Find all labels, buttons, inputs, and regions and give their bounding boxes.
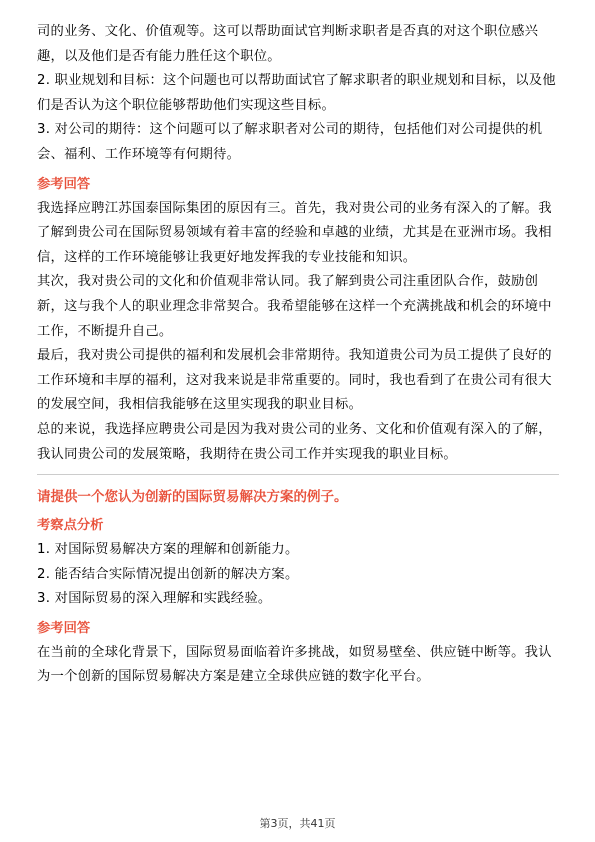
question-title: 请提供一个您认为创新的国际贸易解决方案的例子。	[37, 489, 348, 506]
page-content	[37, 20, 559, 690]
analysis-item: 3. 对国际贸易的深入理解和实践经验。	[37, 591, 272, 607]
analysis-item: 1. 对国际贸易解决方案的理解和创新能力。	[37, 542, 299, 558]
body-paragraph: 司的业务、文化、价值观等。这可以帮助面试官判断求职者是否真的对这个职位感兴趣，以及他们是否有能力胜任这个职位。	[37, 24, 539, 64]
answer-paragraph: 在当前的全球化背景下，国际贸易面临着许多挑战，如贸易壁垒、供应链中断等。我认为一个创新的国际贸易解决方案是建立全球供应链的数字化平台。	[37, 644, 552, 685]
answer-heading: 参考回答	[37, 620, 91, 636]
answer-paragraph: 我选择应聘江苏国泰国际集团的原因有三。首先，我对贵公司的业务有深入的了解。我了解到贵公司在国际贸易领域有着丰富的经验和卓越的业绩，尤其是在亚洲市场。我相信，这样的工作环境能够让我更好地发挥我的专业技能和知识。	[37, 200, 552, 265]
body-paragraph: 2. 职业规划和目标：这个问题也可以帮助面试官了解求职者的职业规划和目标，以及他们是否认为这个职位能够帮助他们实现这些目标。	[37, 73, 556, 113]
answer-paragraph: 其次，我对贵公司的文化和价值观非常认同。我了解到贵公司注重团队合作，鼓励创新，这与我个人的职业理念非常契合。我希望能够在这样一个充满挑战和机会的环境中工作，不断提升自己。	[37, 274, 552, 339]
answer-paragraph: 最后，我对贵公司提供的福利和发展机会非常期待。我知道贵公司为员工提供了良好的工作环境和丰厚的福利，这对我来说是非常重要的。同时，我也看到了在贵公司有很大的发展空间，我相信我能够在这里实现我的职业目标。	[37, 348, 552, 413]
page-number: 第3页，共41页	[259, 817, 336, 830]
answer-paragraph: 总的来说，我选择应聘贵公司是因为我对贵公司的业务、文化和价值观有深入的了解，我认同贵公司的发展策略，我期待在贵公司工作并实现我的职业目标。	[37, 421, 552, 462]
analysis-heading: 考察点分析	[37, 518, 104, 534]
section-divider	[37, 474, 559, 475]
body-paragraph: 3. 对公司的期待：这个问题可以了解求职者对公司的期待，包括他们对公司提供的机会、福利、工作环境等有何期待。	[37, 122, 543, 162]
answer-heading: 参考回答	[37, 176, 91, 192]
analysis-item: 2. 能否结合实际情况提出创新的解决方案。	[37, 566, 299, 582]
